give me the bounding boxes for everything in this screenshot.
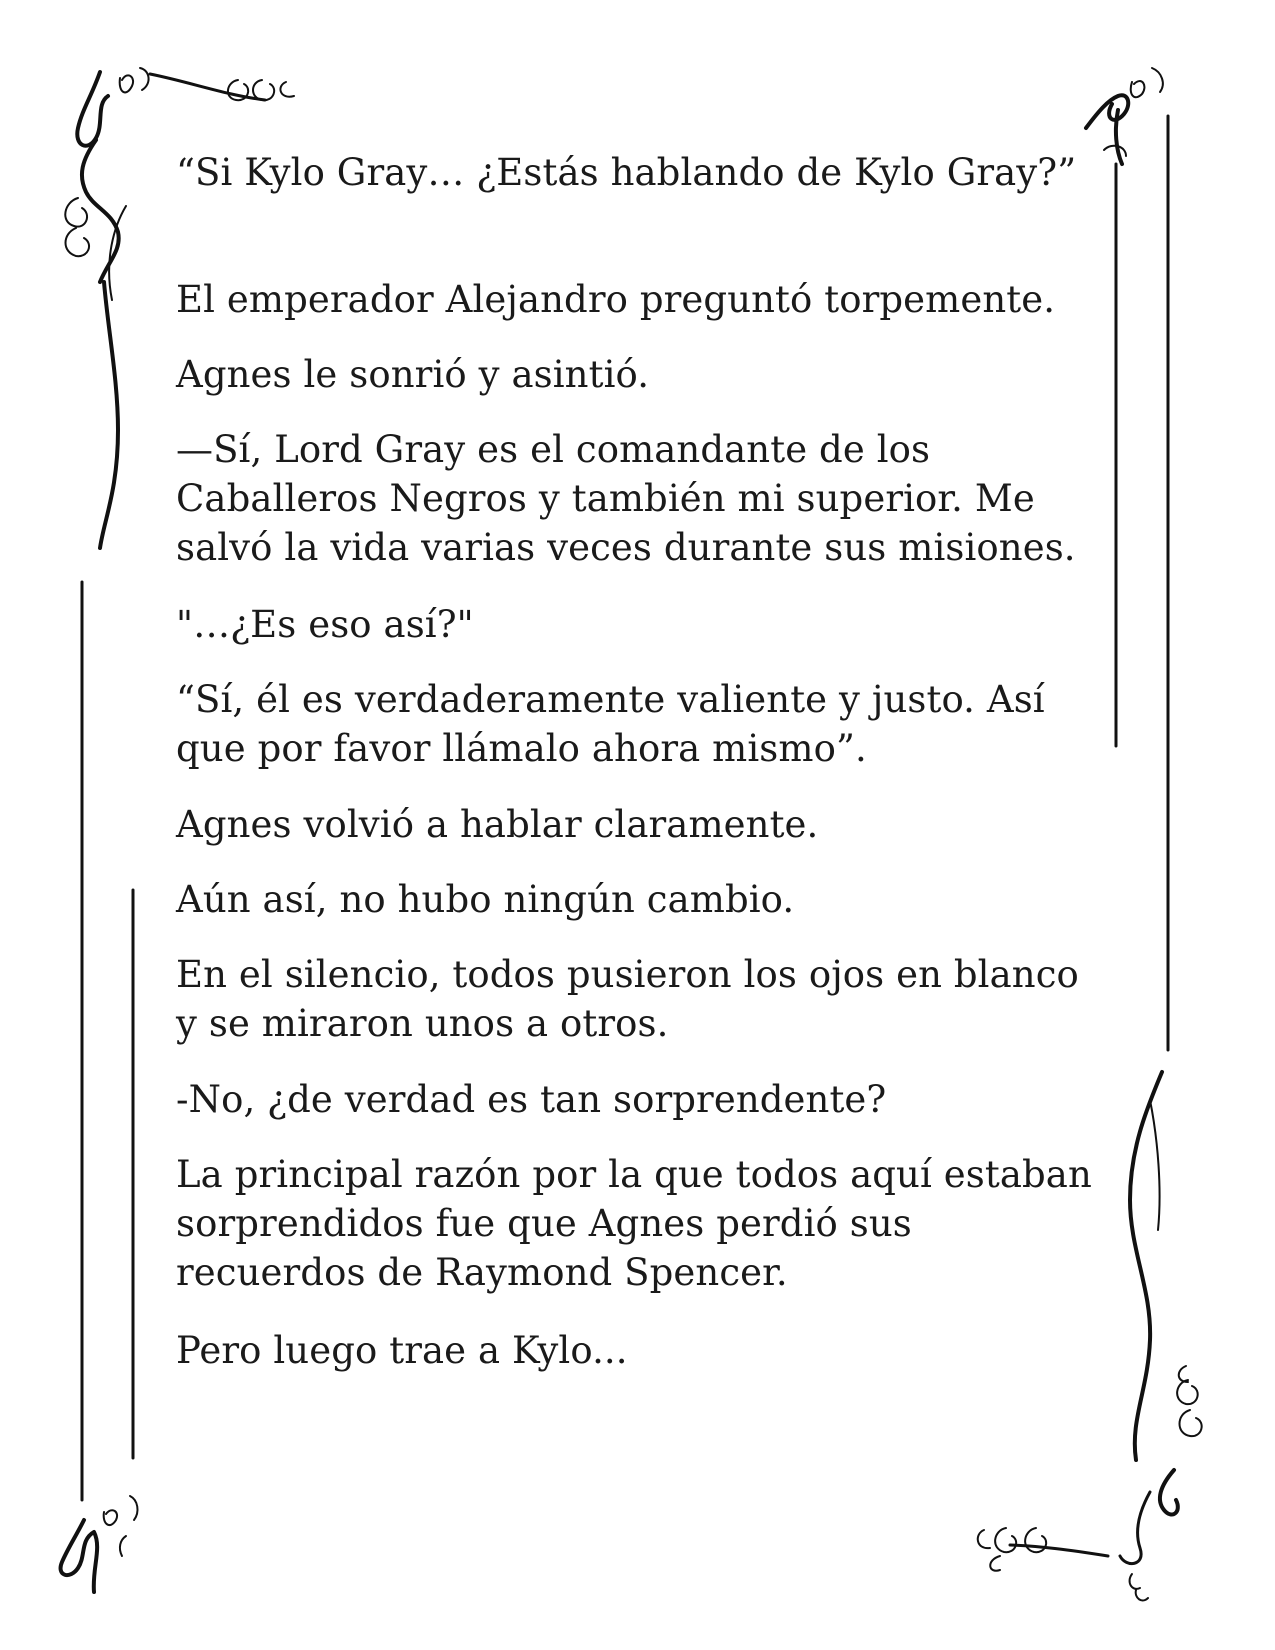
paragraph-6: “Sí, él es verdaderamente valiente y justo. Así que por favor llámalo ahora mismo”. [176, 678, 1045, 770]
paragraph-2: El emperador Alejandro preguntó torpemente. [176, 278, 1056, 321]
paragraph-5: "…¿Es eso así?" [176, 603, 474, 646]
paragraph-9: En el silencio, todos pusieron los ojos en blanco y se miraron unos a otros. [176, 953, 1079, 1045]
paragraph-7: Agnes volvió a hablar claramente. [176, 803, 819, 846]
paragraph-12: Pero luego trae a Kylo... [176, 1329, 628, 1372]
bottom-left-flourish-ornament [61, 1496, 138, 1592]
paragraph-11: La principal razón por la que todos aquí estaban sorprendidos fue que Agnes perdió sus recuerdos de Raymond Spencer. [176, 1153, 1092, 1294]
paragraph-8: Aún así, no hubo ningún cambio. [176, 878, 795, 921]
paragraph-1: “Si Kylo Gray… ¿Estás hablando de Kylo Gray?” [176, 151, 1077, 194]
paragraph-4: —Sí, Lord Gray es el comandante de los Caballeros Negros y también mi superior. Me salvó la vida varias veces durante sus misiones. [176, 428, 1076, 569]
paragraph-3: Agnes le sonrió y asintió. [176, 353, 650, 396]
paragraph-10: -No, ¿de verdad es tan sorprendente? [176, 1078, 887, 1121]
